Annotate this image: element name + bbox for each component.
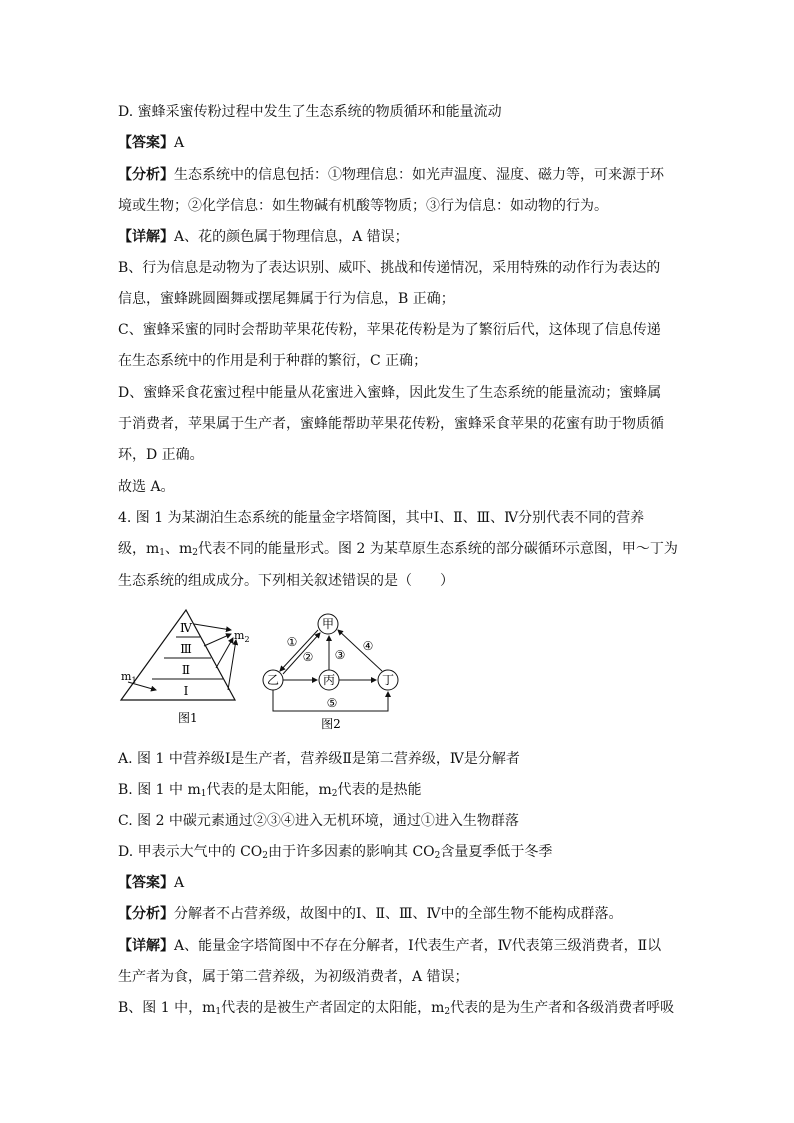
arrow-ii-to-m2 — [216, 638, 233, 668]
analysis-text: 生态系统中的信息包括：①物理信息：如光声温度、湿度、磁力等，可来源于环 — [174, 167, 664, 183]
answer-tag: 【答案】 — [118, 875, 174, 891]
figure-1-caption: 图1 — [178, 711, 198, 725]
label-1: ① — [286, 635, 298, 649]
level-i-label: Ⅰ — [183, 684, 189, 698]
arrow-iii-to-m2 — [204, 634, 231, 646]
q3-analysis-line-2: 境或生物；②化学信息：如生物碱有机酸等物质；③行为信息：如动物的行为。 — [118, 198, 608, 214]
level-iv-label: Ⅳ — [180, 621, 192, 635]
q3-detail-line-5: 在生态系统中的作用是利于种群的繁衍，C 正确； — [118, 353, 428, 369]
pyramid-outline — [121, 610, 235, 700]
level-ii-label: Ⅱ — [181, 663, 191, 677]
label-4: ④ — [362, 639, 374, 653]
q4-stem-line-2: 级，$m_1$、$m_2$代表不同的能量形式。图 2 为某草原生态系统的部分碳循环示意图，甲～丁为 — [118, 541, 678, 558]
arrow-i-to-m2 — [228, 640, 236, 690]
q3-answer — [118, 134, 678, 152]
q3-detail-line-6: D、蜜蜂采食花蜜过程中能量从花蜜进入蜜蜂，因此发生了生态系统的能量流动；蜜蜂属 — [118, 385, 662, 401]
q4-option-b: B. 图 1 中 $m_1$代表的是太阳能，$m_2$代表的是热能 — [118, 782, 422, 799]
q3-option-d: D. 蜜蜂采蜜传粉过程中发生了生态系统的物质循环和能量流动 — [118, 104, 502, 120]
answer-tag: 【答案】 — [118, 135, 174, 151]
m2-label: $m_2$ — [234, 629, 250, 644]
q3-detail-line-7: 于消费者，苹果属于生产者，蜜蜂能帮助苹果花传粉，蜜蜂采食苹果的花蜜有助于物质循 — [118, 416, 664, 432]
q3-analysis-line-1 — [118, 166, 678, 184]
q4-detail-line-2: 生产者为食，属于第二营养级，为初级消费者，A 错误； — [118, 969, 469, 985]
q4-option-d: D. 甲表示大气中的 $CO_2$由于许多因素的影响其 $CO_2$含量夏季低于冬季 — [118, 844, 553, 861]
q4-stem-line-1: 4. 图 1 为某湖泊生态系统的能量金字塔简图，其中Ⅰ、Ⅱ、Ⅲ、Ⅳ分别代表不同的营养 — [118, 510, 645, 526]
q4-detail-line-3: B、图 1 中，$m_1$代表的是被生产者固定的太阳能，$m_2$代表的是为生产者和各级消费者呼吸 — [118, 1000, 675, 1017]
answer-value: A — [174, 135, 185, 151]
q3-detail-line-2: B、行为信息是动物为了表达识别、威吓、挑战和传递情况，采用特殊的动作行为表达的 — [118, 260, 661, 276]
figure-2-caption: 图2 — [321, 717, 341, 731]
svg-text:丙: 丙 — [322, 673, 336, 687]
q4-stem-line-3: 生态系统的组成成分。下列相关叙述错误的是（ ） — [118, 573, 454, 589]
q4-analysis: 【分析】分解者不占营养级，故图中的Ⅰ、Ⅱ、Ⅲ、Ⅳ中的全部生物不能构成群落。 — [118, 906, 623, 922]
label-3: ③ — [334, 648, 346, 662]
m1-label: $m_1$ — [121, 670, 137, 685]
answer-value: A — [174, 875, 185, 891]
analysis-tag: 【分析】 — [118, 167, 174, 183]
q4-option-a: A. 图 1 中营养级Ⅰ是生产者，营养级Ⅱ是第二营养级，Ⅳ是分解者 — [118, 751, 520, 767]
label-2: ② — [302, 650, 314, 664]
q3-detail-line-4: C、蜜蜂采蜜的同时会帮助苹果花传粉，苹果花传粉是为了繁衍后代，这体现了信息传递 — [118, 322, 661, 338]
figure-1-energy-pyramid — [118, 604, 268, 732]
q3-conclusion: 故选 A。 — [118, 479, 175, 495]
label-5: ⑤ — [326, 696, 338, 710]
svg-text:甲: 甲 — [321, 617, 335, 631]
svg-text:乙: 乙 — [266, 673, 280, 687]
detail-tag: 【详解】 — [118, 938, 174, 954]
q4-answer — [118, 874, 678, 892]
detail-text: A、花的颜色属于物理信息，A 错误； — [174, 229, 409, 245]
q3-detail-line-1 — [118, 228, 678, 246]
svg-text:丁: 丁 — [381, 673, 395, 687]
arrow-iv-to-m2 — [194, 624, 231, 630]
figure-2-carbon-cycle — [258, 608, 408, 732]
analysis-tag: 【分析】 — [118, 906, 174, 922]
q4-detail-line-1: 【详解】A、能量金字塔简图中不存在分解者，Ⅰ代表生产者，Ⅳ代表第三级消费者，Ⅱ以 — [118, 938, 662, 954]
q3-detail-line-8: 环，D 正确。 — [118, 447, 204, 463]
level-iii-label: Ⅲ — [180, 642, 192, 656]
q4-option-c: C. 图 2 中碳元素通过②③④进入无机环境，通过①进入生物群落 — [118, 813, 519, 829]
detail-tag: 【详解】 — [118, 229, 174, 245]
q3-detail-line-3: 信息，蜜蜂跳圆圈舞或摆尾舞属于行为信息，B 正确； — [118, 291, 455, 307]
